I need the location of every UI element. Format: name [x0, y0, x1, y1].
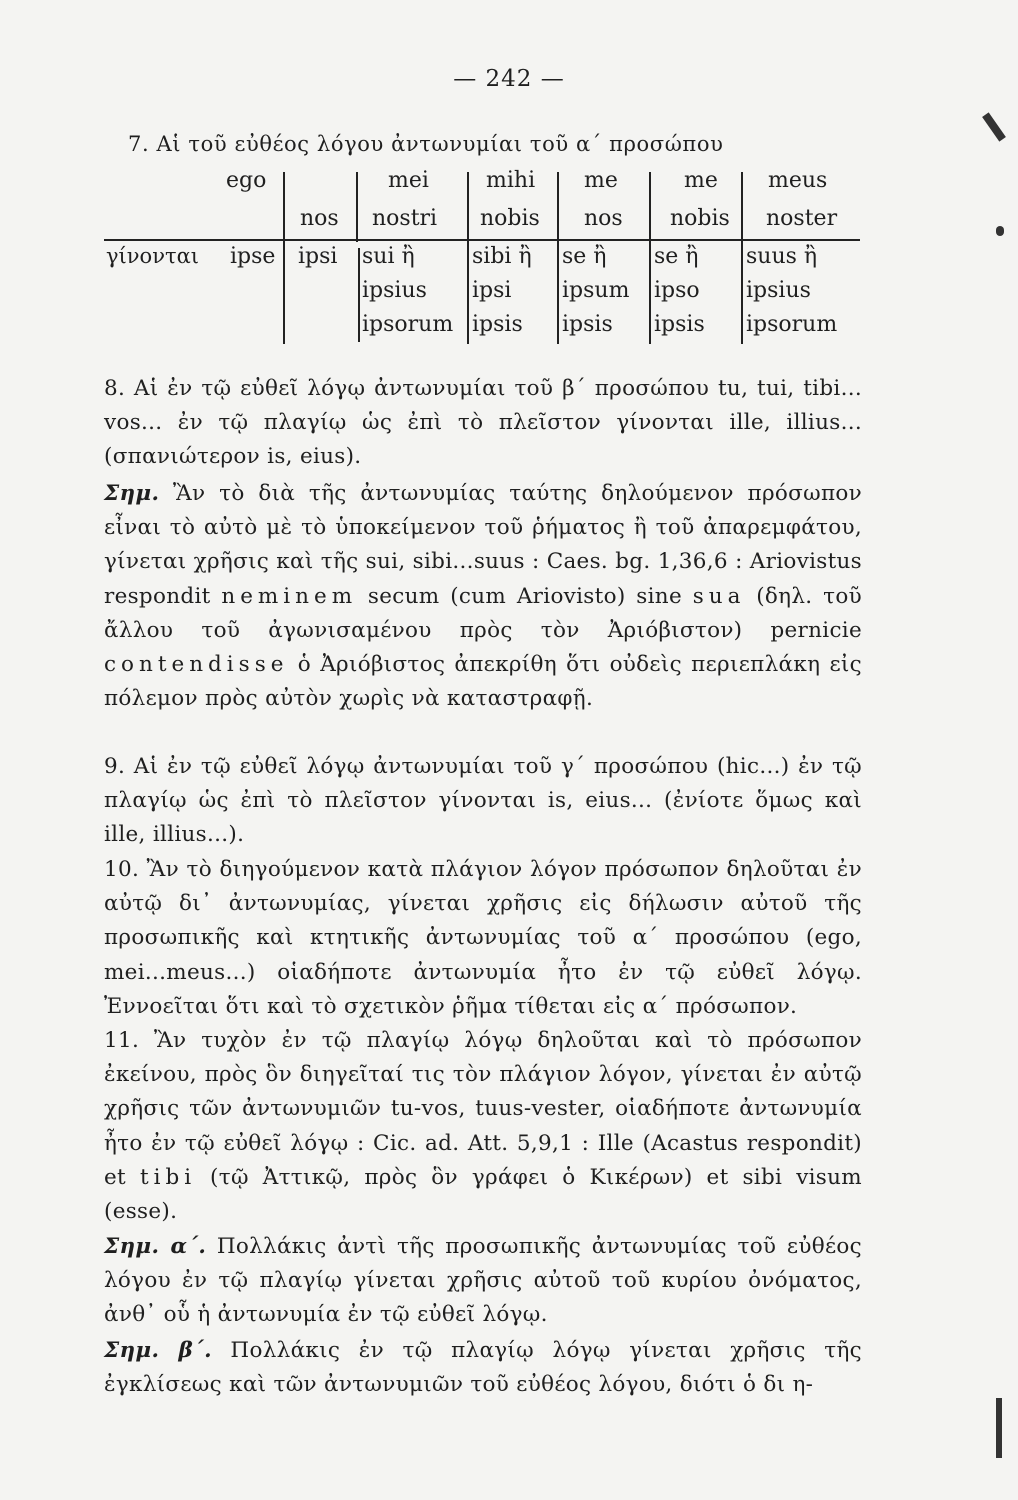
scan-mark	[996, 1398, 1002, 1458]
spaced-word: sua	[692, 583, 746, 609]
note-label: Σημ.	[104, 481, 160, 506]
scan-mark	[996, 226, 1004, 236]
note-text: Πολλάκις ἐν τῷ πλαγίῳ λόγῳ γίνεται χρῆσις τῆς ἐγκλίσεως καὶ τῶν ἀντωνυμιῶν τοῦ εὐθέος λόγου, διότι ὁ δι η-	[104, 1338, 862, 1398]
table-divider	[283, 172, 285, 344]
table-row-label: γίνονται	[106, 244, 199, 268]
table-cell-se-2: se ἢ	[654, 244, 699, 269]
paragraph-10: 10. Ἂν τὸ διηγούμενον κατὰ πλάγιον λόγον πρόσωπον δηλοῦται ἐν αὐτῷ δι᾿ ἀντωνυμίας, γίνεται χρῆσις εἰς δήλωσιν αὐτοῦ τῆς προσωπικῆς καὶ κτητικῆς ἀντωνυμίας τοῦ α΄ προσώπου (ego, mei...meus...) οἱαδήποτε ἀντωνυμία ἦτο ἐν τῷ εὐθεῖ λόγῳ. Ἐννοεῖται ὅτι καὶ τὸ σχετικὸν ῥῆμα τίθεται εἰς α΄ πρόσωπον.	[104, 857, 862, 1019]
table-header-me-2: me	[684, 168, 718, 193]
table-header-nobis-2: nobis	[670, 206, 730, 231]
section-7-heading: 7. Αἱ τοῦ εὐθέος λόγου ἀντωνυμίαι τοῦ α΄ προσώπου	[128, 132, 724, 156]
table-divider	[358, 248, 360, 342]
table-cell-ipse: ipse	[230, 244, 276, 269]
paragraph-text: 11. Ἂν τυχὸν ἐν τῷ πλαγίῳ λόγῳ δηλοῦται καὶ τὸ πρόσωπον ἐκείνου, πρὸς ὃν διηγεῖταί τις τὸν πλάγιον λόγον, γίνεται ἐν αὐτῷ χρῆσις τῶν ἀντωνυμιῶν tu-vos, tuus-vester, οἱαδήποτε ἀντωνυμία ἦτο ἐν τῷ εὐθεῖ λόγῳ : Cic. ad. Att. 5,9,1 : Ille (Acastus respondit) et	[104, 1028, 862, 1190]
table-rule	[104, 239, 860, 241]
scan-mark	[982, 112, 1006, 141]
paragraph-8: 8. Αἱ ἐν τῷ εὐθεῖ λόγῳ ἀντωνυμίαι τοῦ β΄ προσώπου tu, tui, tibi... vos... ἐν τῷ πλαγίῳ ὡς ἐπὶ τὸ πλεῖστον γίνονται ille, illius... (σπανιώτερον is, eius).	[104, 376, 862, 470]
spaced-word: tibi	[139, 1164, 197, 1190]
table-cell-ipsis-2: ipsis	[562, 312, 613, 337]
table-header-nos-1: nos	[300, 206, 339, 231]
paragraph-9: 9. Αἱ ἐν τῷ εὐθεῖ λόγῳ ἀντωνυμίαι τοῦ γ΄ προσώπου (hic...) ἐν τῷ πλαγίῳ ὡς ἐπὶ τὸ πλεῖστον γίνονται is, eius... (ἐνίοτε ὅμως καὶ ille, illius...).	[104, 754, 862, 848]
spaced-word: neminem	[221, 583, 358, 609]
table-header-nos-2: nos	[584, 206, 623, 231]
note-text: Πολλάκις ἀντὶ τῆς προσωπικῆς ἀντωνυμίας τοῦ εὐθέος λόγου ἐν τῷ πλαγίῳ γίνεται χρῆσις αὐτοῦ τοῦ κυρίου ὀνόματος, ἀνθ᾿ οὗ ἡ ἀντωνυμία ἐν τῷ εὐθεῖ λόγῳ.	[104, 1234, 862, 1328]
note-text: ὁ Ἀριόβιστος ἀπεκρίθη ὅτι οὐδεὶς περιεπλάκη εἰς πόλεμον πρὸς αὐτὸν χωρὶς νὰ καταστραφῇ.	[104, 652, 862, 712]
table-cell-ipsis-3: ipsis	[654, 312, 705, 337]
table-cell-ipsum: ipsum	[562, 278, 630, 303]
table-cell-se-1: se ἢ	[562, 244, 607, 269]
table-cell-ipso: ipso	[654, 278, 700, 303]
table-cell-ipsi: ipsi	[298, 244, 338, 269]
table-cell-sibi: sibi ἢ	[472, 244, 532, 269]
note-text: (δηλ. τοῦ ἄλλου τοῦ ἀγωνισαμένου πρὸς τὸν Ἀριόβιστον) pernicie	[104, 583, 862, 643]
note-1	[104, 477, 862, 716]
note-label: Σημ. β΄.	[104, 1338, 212, 1363]
table-divider	[356, 172, 358, 242]
note-label: Σημ. α΄.	[104, 1234, 207, 1259]
paragraph-11	[104, 1024, 862, 1229]
table-cell-sui: sui ἢ	[362, 244, 415, 269]
table-cell-ipsis-1: ipsis	[472, 312, 523, 337]
table-cell-ipsius-1: ipsius	[362, 278, 427, 303]
table-header-noster: noster	[766, 206, 838, 231]
table-header-ego: ego	[226, 168, 267, 193]
table-header-meus: meus	[768, 168, 828, 193]
table-cell-ipsorum-2: ipsorum	[746, 312, 838, 337]
table-header-me-1: me	[584, 168, 618, 193]
note-b	[104, 1334, 862, 1402]
note-text: Ἂν τὸ διὰ τῆς ἀντωνυμίας ταύτης δηλούμενον πρόσωπον εἶναι τὸ αὐτὸ μὲ τὸ ὑποκείμενον τοῦ ῥήματος ἢ τοῦ ἀπαρεμφάτου, γίνεται χρῆσις καὶ τῆς sui, sibi...suus : Caes. bg. 1,36,6 : Ariovistus respondit	[104, 481, 862, 609]
table-header-mei: mei	[388, 168, 429, 193]
table-header-mihi: mihi	[486, 168, 536, 193]
page-number: — 242 —	[453, 66, 565, 92]
table-divider	[467, 172, 469, 344]
table-cell-ipsi-2: ipsi	[472, 278, 512, 303]
spaced-word: contendisse	[104, 652, 289, 678]
table-divider	[557, 172, 559, 344]
table-cell-suus: suus ἢ	[746, 244, 818, 269]
table-divider	[741, 172, 743, 344]
table-header-nostri: nostri	[372, 206, 438, 231]
table-header-nobis-1: nobis	[480, 206, 540, 231]
note-a	[104, 1230, 862, 1333]
paragraph-text: (τῷ Ἀττικῷ, πρὸς ὃν γράφει ὁ Κικέρων) et sibi visum (esse).	[104, 1164, 862, 1225]
table-cell-ipsius-2: ipsius	[746, 278, 811, 303]
note-text: secum (cum Ariovisto) sine	[357, 583, 693, 609]
table-divider	[649, 172, 651, 344]
table-cell-ipsorum-1: ipsorum	[362, 312, 454, 337]
